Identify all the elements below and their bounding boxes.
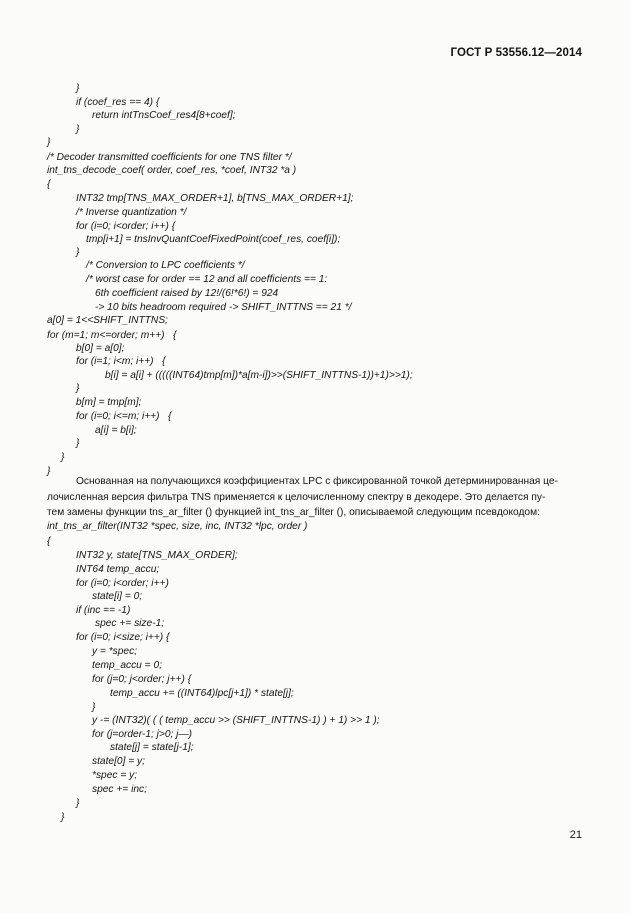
- code-line: for (i=0; i<order; i++) {: [76, 221, 176, 232]
- code-line: }: [92, 702, 96, 713]
- code-line: for (i=0; i<=m; i++) {: [76, 411, 172, 422]
- code-line: for (i=0; i<order; i++): [76, 578, 169, 589]
- code-line: /* Decoder transmitted coefficients for one TNS filter */: [47, 152, 292, 163]
- code-line: }: [76, 438, 80, 449]
- code-line: INT64 temp_accu;: [76, 564, 160, 575]
- paragraph-line: лочисленная версия фильтра TNS применяется к целочисленному спектру в декодере. Это делается пу-: [47, 492, 546, 503]
- code-line: state[j] = state[j-1];: [110, 742, 194, 753]
- code-line: }: [61, 452, 65, 463]
- code-line: INT32 tmp[TNS_MAX_ORDER+1], b[TNS_MAX_ORDER+1];: [76, 193, 354, 204]
- page-number: 21: [569, 829, 582, 841]
- code-line: y -= (INT32)( ( ( temp_accu >> (SHIFT_INTTNS-1) ) + 1) >> 1 );: [92, 715, 380, 726]
- code-line: {: [47, 536, 51, 547]
- code-line: }: [76, 798, 80, 809]
- code-line: int_tns_decode_coef( order, coef_res, *coef, INT32 *a ): [47, 165, 297, 176]
- code-line: {: [47, 179, 51, 190]
- code-line: *spec = y;: [92, 770, 138, 781]
- code-line: b[m] = tmp[m];: [76, 397, 142, 408]
- code-line: if (coef_res == 4) {: [76, 97, 160, 108]
- code-line: if (inc == -1): [76, 605, 131, 616]
- code-line: int_tns_ar_filter(INT32 *spec, size, inc, INT32 *lpc, order ): [47, 521, 308, 532]
- code-line: for (j=order-1; j>0; j—): [92, 729, 193, 740]
- code-line: temp_accu += ((INT64)lpc[j+1]) * state[j];: [110, 688, 294, 699]
- code-line: for (j=0; j<order; j++) {: [92, 674, 192, 685]
- code-line: spec += size-1;: [95, 618, 165, 629]
- code-line: /* Conversion to LPC coefficients */: [86, 260, 245, 271]
- code-line: state[0] = y;: [92, 756, 145, 767]
- code-line: /* Inverse quantization */: [76, 207, 187, 218]
- code-line: -> 10 bits headroom required -> SHIFT_INTTNS == 21 */: [95, 302, 352, 313]
- code-line: for (i=0; i<size; i++) {: [76, 632, 170, 643]
- code-line: }: [76, 83, 80, 94]
- code-line: y = *spec;: [92, 646, 138, 657]
- standard-header: ГОСТ Р 53556.12—2014: [450, 47, 582, 59]
- code-line: b[0] = a[0];: [76, 343, 125, 354]
- code-line: spec += inc;: [92, 784, 147, 795]
- code-line: }: [76, 124, 80, 135]
- code-line: }: [47, 466, 51, 477]
- code-line: 6th coefficient raised by 12!/(6!*6!) = 924: [95, 288, 279, 299]
- code-line: for (m=1; m<=order; m++) {: [47, 330, 177, 341]
- paragraph-line: Основанная на получающихся коэффициентах LPC с фиксированной точкой детерминированная це-: [76, 476, 558, 487]
- code-line: }: [76, 247, 80, 258]
- code-line: temp_accu = 0;: [92, 660, 162, 671]
- code-line: }: [76, 383, 80, 394]
- code-line: a[i] = b[i];: [95, 425, 137, 436]
- code-line: tmp[i+1] = tnsInvQuantCoefFixedPoint(coef_res, coef[i]);: [86, 234, 341, 245]
- code-line: b[i] = a[i] + (((((INT64)tmp[m])*a[m-i])>>(SHIFT_INTTNS-1))+1)>>1);: [105, 370, 413, 381]
- code-line: }: [47, 137, 51, 148]
- code-line: return intTnsCoef_res4[8+coef];: [92, 110, 236, 121]
- code-line: for (i=1; i<m; i++) {: [76, 356, 166, 367]
- code-line: /* worst case for order == 12 and all coefficients == 1:: [86, 274, 328, 285]
- paragraph-line: тем замены функции tns_ar_filter () функцией int_tns_ar_filter (), описываемой следующим псевдокодом:: [47, 507, 540, 518]
- code-line: }: [61, 812, 65, 823]
- code-line: a[0] = 1<<SHIFT_INTTNS;: [47, 315, 168, 326]
- code-line: state[i] = 0;: [92, 591, 143, 602]
- code-line: INT32 y, state[TNS_MAX_ORDER];: [76, 550, 238, 561]
